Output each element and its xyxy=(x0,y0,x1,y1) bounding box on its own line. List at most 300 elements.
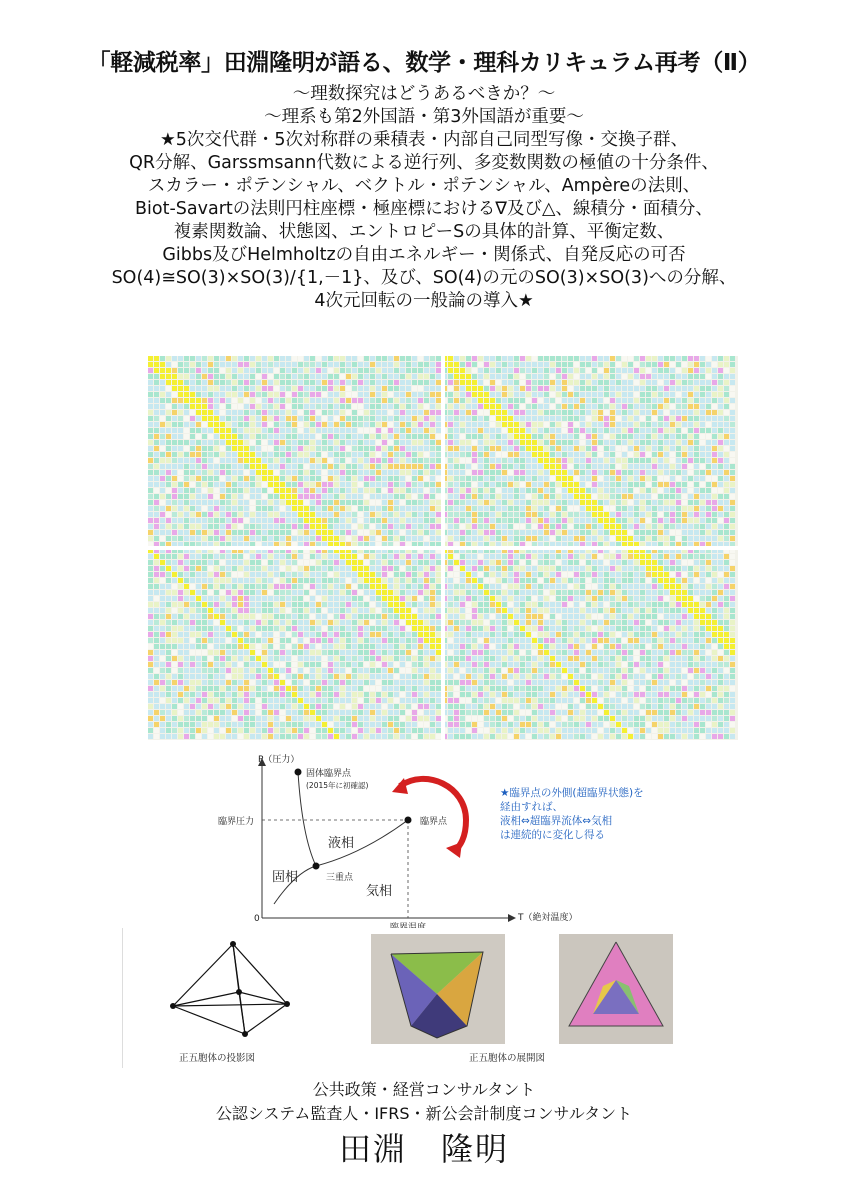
table-cell xyxy=(730,518,735,523)
table-cell xyxy=(310,458,315,463)
table-cell xyxy=(652,410,657,415)
table-cell xyxy=(676,452,681,457)
table-cell xyxy=(646,536,651,541)
table-cell xyxy=(190,632,195,637)
table-cell xyxy=(700,464,705,469)
table-cell xyxy=(376,506,381,511)
table-cell xyxy=(166,608,171,613)
table-cell xyxy=(700,380,705,385)
table-cell xyxy=(544,392,549,397)
table-cell xyxy=(238,572,243,577)
table-cell xyxy=(550,458,555,463)
table-cell xyxy=(298,434,303,439)
table-cell xyxy=(226,458,231,463)
table-cell xyxy=(682,398,687,403)
table-cell xyxy=(310,608,315,613)
table-cell xyxy=(496,434,501,439)
table-cell xyxy=(670,356,675,361)
table-cell xyxy=(604,434,609,439)
table-cell xyxy=(268,512,273,517)
table-cell xyxy=(352,614,357,619)
table-cell xyxy=(700,644,705,649)
table-cell xyxy=(538,446,543,451)
table-cell xyxy=(280,578,285,583)
table-cell xyxy=(676,560,681,565)
table-cell xyxy=(628,524,633,529)
table-cell xyxy=(670,650,675,655)
table-cell xyxy=(346,494,351,499)
table-cell xyxy=(574,386,579,391)
table-cell xyxy=(412,368,417,373)
table-cell xyxy=(646,650,651,655)
table-cell xyxy=(454,650,459,655)
table-cell xyxy=(310,440,315,445)
table-cell xyxy=(526,386,531,391)
table-cell xyxy=(670,410,675,415)
table-cell xyxy=(406,392,411,397)
table-cell xyxy=(244,482,249,487)
table-cell xyxy=(370,410,375,415)
table-cell xyxy=(280,470,285,475)
table-cell xyxy=(466,602,471,607)
table-cell xyxy=(646,374,651,379)
table-cell xyxy=(238,656,243,661)
table-cell xyxy=(328,416,333,421)
table-cell xyxy=(250,656,255,661)
table-cell xyxy=(388,560,393,565)
table-cell xyxy=(424,530,429,535)
table-cell xyxy=(622,638,627,643)
table-cell xyxy=(256,596,261,601)
table-cell xyxy=(502,584,507,589)
table-cell xyxy=(262,440,267,445)
table-cell xyxy=(238,590,243,595)
table-cell xyxy=(520,506,525,511)
table-cell xyxy=(238,494,243,499)
table-cell xyxy=(220,584,225,589)
table-cell xyxy=(694,578,699,583)
table-cell xyxy=(532,602,537,607)
table-cell xyxy=(322,632,327,637)
table-cell xyxy=(520,560,525,565)
table-cell xyxy=(700,572,705,577)
table-cell xyxy=(310,596,315,601)
table-cell xyxy=(730,464,735,469)
table-cell xyxy=(586,608,591,613)
table-cell xyxy=(232,530,237,535)
table-cell xyxy=(358,506,363,511)
table-cell xyxy=(502,380,507,385)
table-cell xyxy=(592,506,597,511)
table-cell xyxy=(604,596,609,601)
table-cell xyxy=(352,476,357,481)
table-cell xyxy=(286,428,291,433)
table-cell xyxy=(634,524,639,529)
table-cell xyxy=(388,452,393,457)
table-cell xyxy=(490,506,495,511)
table-cell xyxy=(214,440,219,445)
table-cell xyxy=(310,650,315,655)
table-cell xyxy=(646,380,651,385)
table-cell xyxy=(538,494,543,499)
table-cell xyxy=(214,362,219,367)
table-cell xyxy=(244,488,249,493)
table-cell xyxy=(190,566,195,571)
table-cell xyxy=(508,452,513,457)
table-cell xyxy=(250,602,255,607)
table-cell xyxy=(340,596,345,601)
table-cell xyxy=(616,428,621,433)
table-cell xyxy=(484,482,489,487)
table-cell xyxy=(166,422,171,427)
table-cell xyxy=(382,458,387,463)
table-cell xyxy=(568,386,573,391)
table-cell xyxy=(364,416,369,421)
table-cell xyxy=(502,524,507,529)
table-cell xyxy=(196,518,201,523)
table-cell xyxy=(196,416,201,421)
table-cell xyxy=(478,494,483,499)
table-cell xyxy=(148,560,153,565)
table-cell xyxy=(496,518,501,523)
table-cell xyxy=(574,494,579,499)
table-cell xyxy=(400,596,405,601)
table-cell xyxy=(502,620,507,625)
table-cell xyxy=(628,422,633,427)
table-cell xyxy=(544,356,549,361)
table-cell xyxy=(646,512,651,517)
table-cell xyxy=(358,452,363,457)
table-cell xyxy=(424,404,429,409)
table-cell xyxy=(364,626,369,631)
table-cell xyxy=(418,626,423,631)
table-cell xyxy=(322,482,327,487)
table-cell xyxy=(682,518,687,523)
table-cell xyxy=(610,608,615,613)
table-cell xyxy=(370,656,375,661)
table-cell xyxy=(310,632,315,637)
table-cell xyxy=(568,446,573,451)
table-cell xyxy=(274,512,279,517)
table-cell xyxy=(238,644,243,649)
table-cell xyxy=(382,578,387,583)
table-cell xyxy=(424,650,429,655)
table-cell xyxy=(148,578,153,583)
table-cell xyxy=(634,464,639,469)
table-cell xyxy=(598,374,603,379)
table-cell xyxy=(382,626,387,631)
table-cell xyxy=(274,380,279,385)
table-cell xyxy=(502,506,507,511)
table-cell xyxy=(634,494,639,499)
table-cell xyxy=(376,602,381,607)
table-cell xyxy=(250,620,255,625)
table-cell xyxy=(364,458,369,463)
table-cell xyxy=(430,452,435,457)
table-cell xyxy=(562,356,567,361)
table-cell xyxy=(418,434,423,439)
table-cell xyxy=(202,554,207,559)
table-cell xyxy=(286,362,291,367)
table-cell xyxy=(448,626,453,631)
table-cell xyxy=(556,476,561,481)
table-cell xyxy=(328,434,333,439)
table-cell xyxy=(622,596,627,601)
table-cell xyxy=(166,536,171,541)
table-cell xyxy=(238,500,243,505)
table-cell xyxy=(292,512,297,517)
table-cell xyxy=(526,380,531,385)
table-cell xyxy=(184,410,189,415)
table-cell xyxy=(718,554,723,559)
table-cell xyxy=(490,560,495,565)
table-cell xyxy=(580,410,585,415)
table-cell xyxy=(340,566,345,571)
table-cell xyxy=(550,554,555,559)
table-cell xyxy=(250,506,255,511)
table-cell xyxy=(400,638,405,643)
table-cell xyxy=(250,476,255,481)
table-cell xyxy=(214,506,219,511)
table-cell xyxy=(238,386,243,391)
table-cell xyxy=(436,578,441,583)
table-cell xyxy=(520,458,525,463)
table-cell xyxy=(730,620,735,625)
table-cell xyxy=(256,608,261,613)
table-cell xyxy=(400,452,405,457)
table-cell xyxy=(370,386,375,391)
table-cell xyxy=(418,590,423,595)
table-cell xyxy=(244,470,249,475)
table-cell xyxy=(592,452,597,457)
table-cell xyxy=(310,602,315,607)
table-cell xyxy=(166,446,171,451)
table-cell xyxy=(562,566,567,571)
table-cell xyxy=(244,434,249,439)
table-cell xyxy=(172,536,177,541)
table-cell xyxy=(466,626,471,631)
table-cell xyxy=(508,470,513,475)
table-cell xyxy=(688,578,693,583)
table-cell xyxy=(472,518,477,523)
table-cell xyxy=(238,524,243,529)
table-cell xyxy=(436,482,441,487)
table-cell xyxy=(556,638,561,643)
table-cell xyxy=(484,368,489,373)
table-cell xyxy=(382,482,387,487)
table-cell xyxy=(724,530,729,535)
table-cell xyxy=(196,632,201,637)
table-cell xyxy=(304,422,309,427)
table-cell xyxy=(532,452,537,457)
table-cell xyxy=(358,578,363,583)
table-cell xyxy=(382,614,387,619)
table-cell xyxy=(370,488,375,493)
table-cell xyxy=(166,380,171,385)
table-cell xyxy=(310,656,315,661)
table-cell xyxy=(202,650,207,655)
table-cell xyxy=(298,368,303,373)
table-cell xyxy=(610,572,615,577)
table-cell xyxy=(682,422,687,427)
table-cell xyxy=(340,614,345,619)
table-cell xyxy=(280,644,285,649)
table-cell xyxy=(532,416,537,421)
table-cell xyxy=(388,410,393,415)
table-cell xyxy=(196,452,201,457)
table-cell xyxy=(274,368,279,373)
table-cell xyxy=(466,578,471,583)
table-cell xyxy=(400,506,405,511)
table-cell xyxy=(298,410,303,415)
table-cell xyxy=(256,638,261,643)
table-cell xyxy=(172,512,177,517)
table-cell xyxy=(652,470,657,475)
table-cell xyxy=(190,410,195,415)
table-cell xyxy=(568,530,573,535)
table-cell xyxy=(496,626,501,631)
table-cell xyxy=(664,626,669,631)
table-cell xyxy=(304,488,309,493)
table-cell xyxy=(622,464,627,469)
table-cell xyxy=(664,602,669,607)
table-cell xyxy=(592,392,597,397)
table-cell xyxy=(448,506,453,511)
table-cell xyxy=(148,404,153,409)
table-cell xyxy=(280,410,285,415)
table-cell xyxy=(220,554,225,559)
table-cell xyxy=(340,416,345,421)
table-cell xyxy=(694,620,699,625)
table-cell xyxy=(634,458,639,463)
table-cell xyxy=(466,506,471,511)
table-cell xyxy=(196,470,201,475)
table-cell xyxy=(628,566,633,571)
table-cell xyxy=(208,560,213,565)
table-cell xyxy=(562,530,567,535)
table-cell xyxy=(328,494,333,499)
table-cell xyxy=(280,530,285,535)
table-cell xyxy=(412,464,417,469)
table-cell xyxy=(718,650,723,655)
table-cell xyxy=(394,404,399,409)
table-cell xyxy=(208,620,213,625)
table-cell xyxy=(394,584,399,589)
table-cell xyxy=(658,488,663,493)
table-cell xyxy=(490,656,495,661)
table-cell xyxy=(520,386,525,391)
table-cell xyxy=(196,500,201,505)
table-cell xyxy=(220,566,225,571)
table-cell xyxy=(598,464,603,469)
table-cell xyxy=(658,416,663,421)
table-cell xyxy=(676,644,681,649)
table-cell xyxy=(172,482,177,487)
table-cell xyxy=(406,644,411,649)
table-cell xyxy=(514,644,519,649)
table-cell xyxy=(556,398,561,403)
table-cell xyxy=(382,386,387,391)
table-cell xyxy=(418,560,423,565)
topic-line: SO(4)≅SO(3)×SO(3)/{1,－1}、及び、SO(4)の元のSO(3)×SO(3)への分解、 xyxy=(111,268,737,288)
table-cell xyxy=(556,482,561,487)
table-cell xyxy=(574,482,579,487)
table-cell xyxy=(436,464,441,469)
table-cell xyxy=(388,500,393,505)
table-cell xyxy=(310,620,315,625)
table-cell xyxy=(226,518,231,523)
table-cell xyxy=(700,494,705,499)
table-cell xyxy=(580,362,585,367)
table-cell xyxy=(694,458,699,463)
table-cell xyxy=(208,374,213,379)
table-cell xyxy=(262,488,267,493)
table-cell xyxy=(298,398,303,403)
table-cell xyxy=(346,566,351,571)
table-cell xyxy=(166,488,171,493)
table-cell xyxy=(328,458,333,463)
table-cell xyxy=(262,392,267,397)
table-cell xyxy=(214,392,219,397)
table-cell xyxy=(502,374,507,379)
table-cell xyxy=(166,620,171,625)
table-cell xyxy=(472,656,477,661)
table-cell xyxy=(304,434,309,439)
table-cell xyxy=(730,422,735,427)
table-cell xyxy=(214,650,219,655)
table-cell xyxy=(658,500,663,505)
table-cell xyxy=(676,524,681,529)
table-cell xyxy=(568,362,573,367)
table-cell xyxy=(508,584,513,589)
table-cell xyxy=(598,368,603,373)
table-cell xyxy=(598,422,603,427)
table-cell xyxy=(298,536,303,541)
table-cell xyxy=(298,596,303,601)
table-cell xyxy=(664,518,669,523)
table-cell xyxy=(268,494,273,499)
table-cell xyxy=(484,566,489,571)
table-cell xyxy=(376,482,381,487)
table-cell xyxy=(196,386,201,391)
table-cell xyxy=(328,506,333,511)
table-cell xyxy=(688,506,693,511)
table-cell xyxy=(190,494,195,499)
table-cell xyxy=(682,386,687,391)
table-cell xyxy=(592,650,597,655)
table-cell xyxy=(166,638,171,643)
table-cell xyxy=(448,398,453,403)
table-cell xyxy=(358,554,363,559)
table-cell xyxy=(538,536,543,541)
table-cell xyxy=(346,458,351,463)
table-cell xyxy=(250,422,255,427)
table-cell xyxy=(652,422,657,427)
table-cell xyxy=(160,584,165,589)
table-cell xyxy=(610,560,615,565)
table-cell xyxy=(304,404,309,409)
table-cell xyxy=(520,392,525,397)
table-cell xyxy=(160,380,165,385)
table-cell xyxy=(214,626,219,631)
table-cell xyxy=(232,596,237,601)
table-cell xyxy=(634,626,639,631)
table-cell xyxy=(154,602,159,607)
table-cell xyxy=(664,410,669,415)
table-cell xyxy=(178,398,183,403)
table-cell xyxy=(154,494,159,499)
table-cell xyxy=(688,398,693,403)
